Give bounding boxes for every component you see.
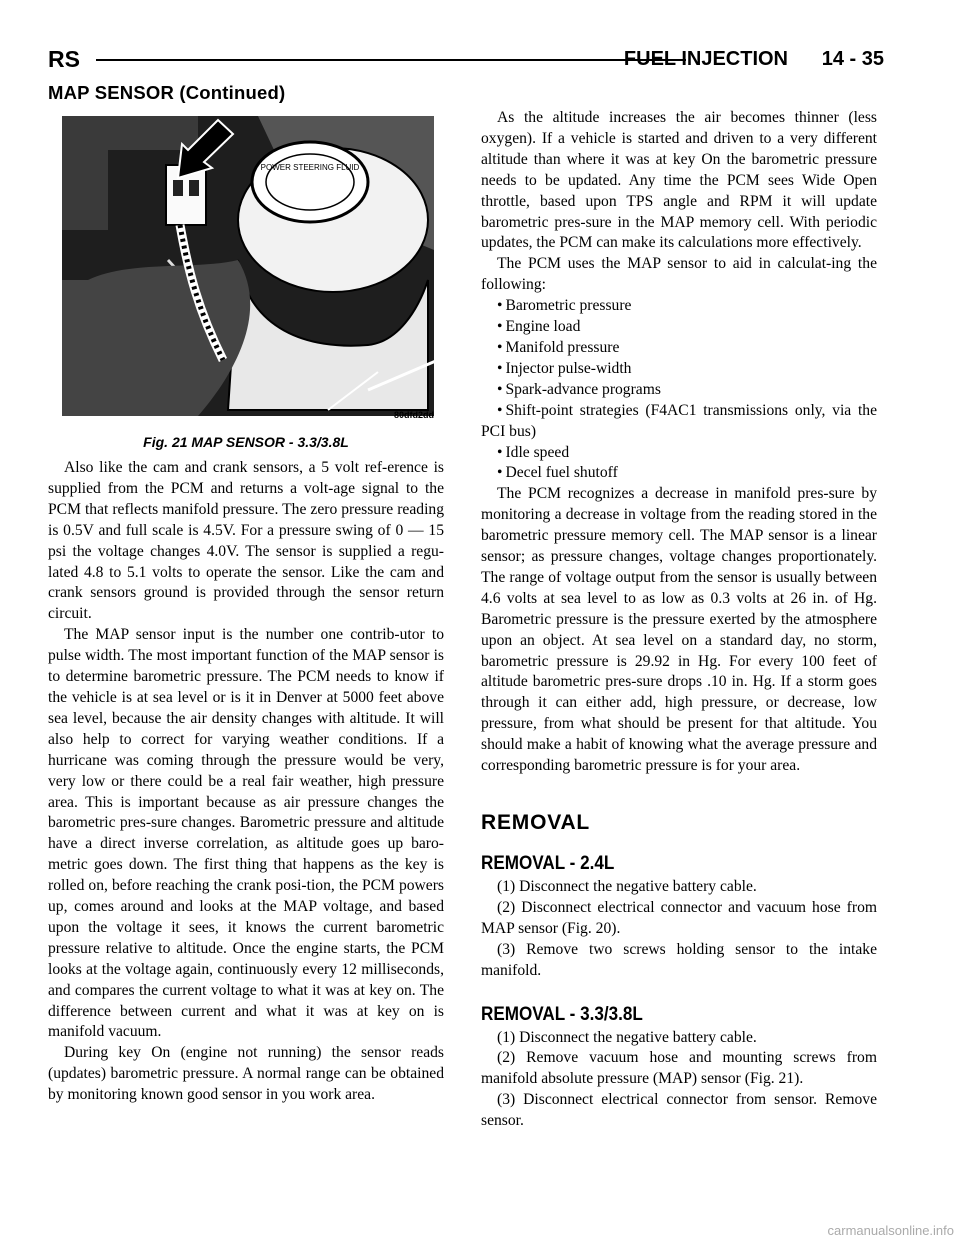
list-item: • Manifold pressure [497,338,620,356]
header-left: RS [48,46,80,72]
engine-illustration [48,110,444,428]
paragraph: The MAP sensor input is the number one contrib-utor to pulse width. The most important function of the MAP sensor is to determine barometric pressure. The PCM needs to know if the vehicle is at sea level or is it in Denver at 5000 feet above sea level, because the air density changes with altitude. It will also help to correct for varying weather conditions. If a hurricane was coming through the pressure would be very, very low or there could be a real fair weather, high pressure area. This is important because as air pressure changes the barometric pres-sure changes. Barometric pressure and altitude have a direct inverse correlation, as altitude goes up baro-metric goes down. The first thing that happens as the key is rolled on, before reaching the crank posi-tion, the PCM powers up, comes around and looks at the MAP voltage, and based upon the voltage it sees, it knows the current barometric pressure relative to altitude. Once the engine starts, the PCM looks at the voltage again, continuously every 12 milliseconds, and compares the current voltage to what it was at key on. The difference between current and what it was at key on is manifold vacuum. [48,626,444,1041]
continued-heading: MAP SENSOR (Continued) [48,82,286,103]
figure-caption: Fig. 21 MAP SENSOR - 3.3/3.8L [143,434,349,450]
list-item: • Barometric pressure [497,297,632,315]
page-header [48,46,884,74]
left-column [48,108,444,1106]
list-item: • Injector pulse-width [497,359,632,377]
bullet-icon: • [497,297,503,315]
step: (2) Remove vacuum hose and mounting screws from manifold absolute pressure (MAP) sensor (Fig. 21). [481,1049,877,1088]
header-section: FUEL INJECTION [623,48,788,70]
paragraph: As the altitude increases the air becomes thinner (less oxygen). If a vehicle is started and driven to a very different altitude than where it was at key On the barometric pressure needs to be updated. Any time the PCM sees Wide Open throttle, based upon TPS angle and RPM it will update barometric pres-sure in the MAP memory cell. With periodic updates, the PCM can make its calculations more effectively. [481,109,877,252]
page-number: 14 - 35 [821,48,884,70]
bullet-icon: • [497,318,503,336]
watermark: carmanualsonline.info [827,1223,954,1238]
bullet-icon: • [497,380,503,398]
step: (3) Remove two screws holding sensor to the intake manifold. [481,940,877,979]
list-item: • Shift-point strategies (F4AC1 transmissions only, via the PCI bus) [481,401,877,440]
list-item: • Engine load [497,318,581,336]
removal-heading: REMOVAL [481,811,591,834]
paragraph: During key On (engine not running) the sensor reads (updates) barometric pressure. A normal range can be obtained by monitoring known good sensor in you work area. [48,1044,444,1104]
removal-24-heading: REMOVAL - 2.4L [481,853,615,874]
figure-code: 80dfd2dd [393,410,434,420]
step: (1) Disconnect the negative battery cable. [497,1028,757,1046]
list-item: • Spark-advance programs [497,380,661,398]
step: (3) Disconnect electrical connector from sensor. Remove sensor. [481,1091,877,1130]
bullet-list [481,296,877,484]
bullet-icon: • [497,401,503,419]
header-rule [96,59,686,61]
cap-label: POWER STEERING FLUID [260,163,360,172]
bullet-icon: • [497,464,503,482]
step: (2) Disconnect electrical connector and vacuum hose from MAP sensor (Fig. 20). [481,898,877,937]
map-sensor-figure [48,110,444,428]
removal-33-heading: REMOVAL - 3.3/3.8L [481,1003,643,1025]
paragraph: The PCM recognizes a decrease in manifold pres-sure by monitoring a decrease in voltage from the reading stored in the barometric pressure memory cell. The MAP sensor is a linear sensor; as pressure changes, voltage changes proportionately. The range of voltage output from the sensor is usually between 4.6 volts at sea level to as low as 0.3 volts at 26 in. of Hg. Barometric pressure is the pressure exerted by the atmosphere upon an object. At sea level on a standard day, no storm, barometric pressure is 29.92 in Hg. For every 100 feet of altitude barometric pres-sure drops .10 in. Hg. If a storm goes through it can either add, high pressure, or decrease, low pressure, from what should be present for that altitude. You should make a habit of knowing what the average pressure and corresponding barometric pressure is for your area. [481,485,877,775]
list-item: • Idle speed [497,443,570,461]
right-column [481,108,877,1132]
bullet-icon: • [497,338,503,356]
bullet-icon: • [497,443,503,461]
step: (1) Disconnect the negative battery cable. [497,878,757,895]
list-item: • Decel fuel shutoff [497,464,618,482]
paragraph: The PCM uses the MAP sensor to aid in calculat-ing the following: [481,255,877,294]
bullet-icon: • [497,359,503,377]
paragraph: Also like the cam and crank sensors, a 5 volt ref-erence is supplied from the PCM and returns a volt-age signal to the PCM that reflects manifold pressure. The zero pressure reading is 0.5V and full scale is 4.5V. For a pressure swing of 0 — 15 psi the voltage changes 4.0V. The sensor is supplied a regu-lated 4.8 to 5.1 volts to operate the sensor. Like the cam and crank sensors ground is provided through the sensor return circuit. [48,459,444,623]
